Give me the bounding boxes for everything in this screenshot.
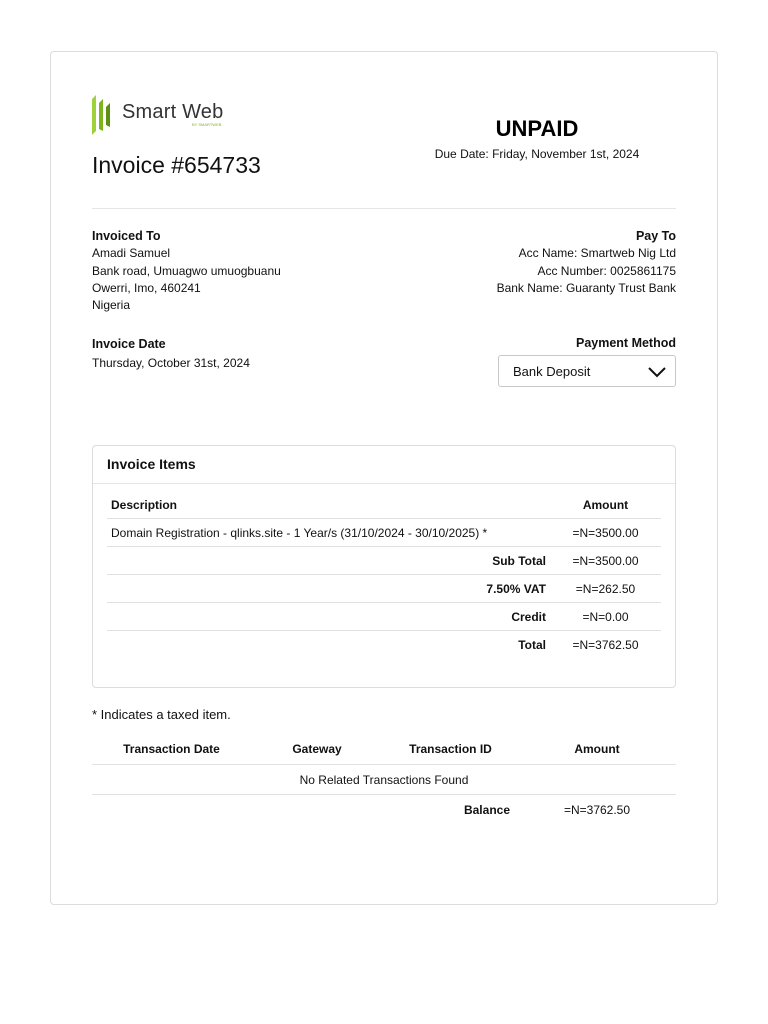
bank-name: Bank Name: Guaranty Trust Bank	[496, 280, 676, 295]
vat-value: =N=262.50	[550, 575, 661, 603]
invoice-items-table	[107, 491, 661, 658]
invoice-date-value: Thursday, October 31st, 2024	[92, 356, 250, 371]
subtotal-value: =N=3500.00	[550, 547, 661, 575]
pay-to-heading: Pay To	[635, 229, 676, 243]
col-description: Description	[107, 491, 550, 519]
transactions-header-row	[92, 734, 676, 765]
invoice-items-title: Invoice Items	[107, 456, 196, 472]
invoice-date-block	[92, 336, 250, 373]
invoice-title: Invoice #654733	[92, 152, 261, 178]
total-label: Total	[107, 631, 550, 659]
transactions-empty-row	[92, 765, 676, 795]
total-value: =N=3762.50	[550, 631, 661, 659]
invoice-items-panel	[92, 445, 676, 688]
item-description: Domain Registration - qlinks.site - 1 Year/s (31/10/2024 - 30/10/2025) *	[107, 519, 550, 547]
chevron-down-icon	[647, 365, 667, 379]
account-number: Acc Number: 0025861175	[537, 263, 676, 278]
customer-address-line2: Owerri, Imo, 460241	[92, 280, 201, 295]
col-transaction-date: Transaction Date	[92, 734, 251, 765]
payment-method-heading: Payment Method	[575, 336, 676, 350]
col-amount: Amount	[550, 491, 661, 519]
subtotal-label: Sub Total	[107, 547, 550, 575]
taxed-item-note: * Indicates a taxed item.	[92, 707, 231, 722]
transactions-table	[92, 734, 676, 824]
invoice-date-heading: Invoice Date	[92, 337, 166, 351]
brand-logo	[92, 95, 237, 135]
invoiced-to-block	[92, 228, 281, 314]
table-header-row	[107, 491, 661, 519]
col-gateway: Gateway	[251, 734, 383, 765]
invoiced-to-heading: Invoiced To	[92, 229, 161, 243]
payment-method-value: Bank Deposit	[513, 364, 591, 379]
balance-value: =N=3762.50	[563, 802, 631, 817]
customer-country: Nigeria	[92, 298, 131, 313]
vat-row	[107, 575, 661, 603]
brand-tagline: BY SMARTWEB	[192, 122, 222, 127]
brand-name: Smart Web	[122, 101, 224, 123]
credit-value: =N=0.00	[550, 603, 661, 631]
balance-label: Balance	[463, 802, 510, 817]
credit-label: Credit	[107, 603, 550, 631]
subtotal-row	[107, 547, 661, 575]
logo-bars-icon	[92, 95, 118, 135]
total-row	[107, 631, 661, 659]
item-amount: =N=3500.00	[550, 519, 661, 547]
credit-row	[107, 603, 661, 631]
account-name: Acc Name: Smartweb Nig Ltd	[518, 246, 676, 261]
table-row	[107, 519, 661, 547]
customer-address-line1: Bank road, Umuagwo umuogbuanu	[92, 263, 281, 278]
balance-row	[92, 795, 676, 825]
pay-to-block	[497, 228, 676, 297]
no-transactions-message: No Related Transactions Found	[92, 765, 676, 795]
customer-name: Amadi Samuel	[92, 246, 171, 261]
col-transaction-id: Transaction ID	[383, 734, 518, 765]
vat-label: 7.50% VAT	[107, 575, 550, 603]
col-transaction-amount: Amount	[518, 734, 676, 765]
items-divider	[93, 483, 675, 484]
status-badge: UNPAID	[495, 116, 579, 141]
payment-method-select[interactable]	[498, 355, 676, 387]
header-divider	[92, 208, 676, 209]
due-date: Due Date: Friday, November 1st, 2024	[434, 147, 640, 161]
